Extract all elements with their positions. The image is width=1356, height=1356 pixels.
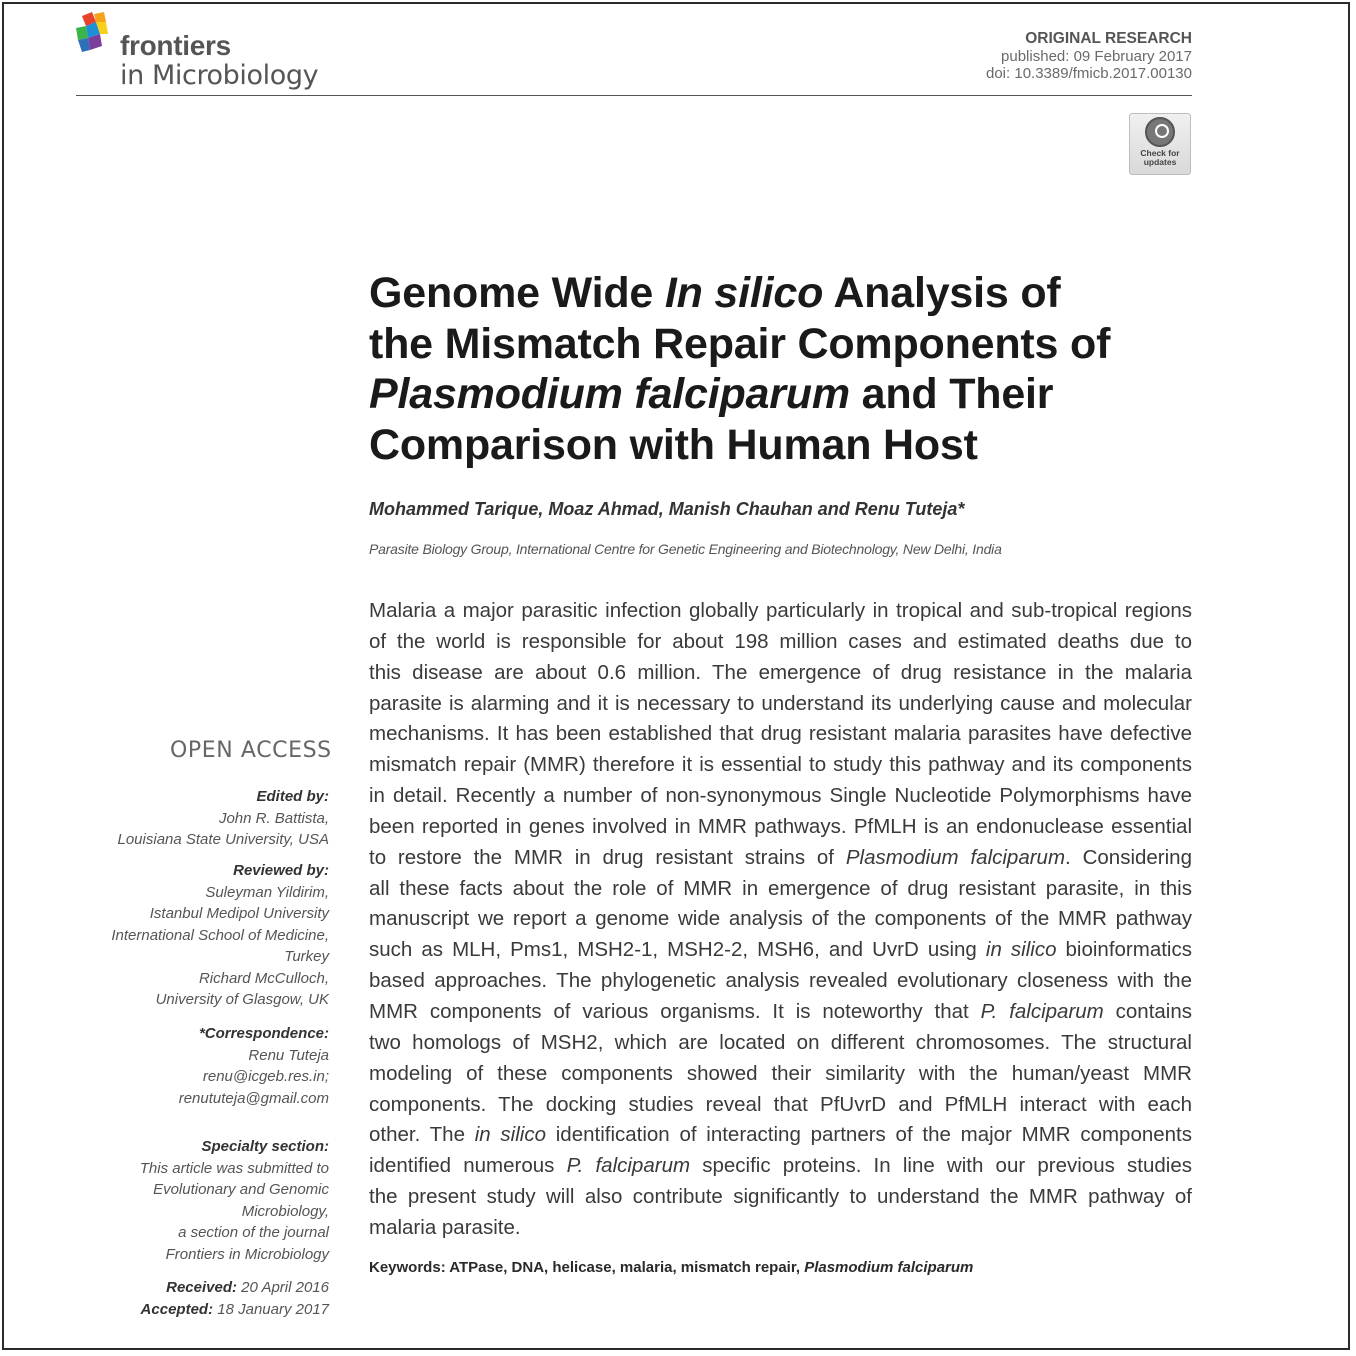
abstract-line: components. The docking studies reveal that PfUvrD and PfMLH interact with each <box>369 1092 1192 1116</box>
abstract-line: this disease are about 0.6 million. The emergence of drug resistance in the malaria <box>369 660 1192 684</box>
reviewer-line: University of Glasgow, UK <box>155 991 329 1008</box>
abstract-line: to restore the MMR in drug resistant strains of Plasmodium falciparum. Considering <box>369 845 1192 869</box>
title-line: Plasmodium falciparum and Their <box>369 370 1054 418</box>
keywords-label: Keywords: <box>369 1259 446 1276</box>
abstract-line: such as MLH, Pms1, MSH2-1, MSH2-2, MSH6, and UvrD using in silico bioinformatics <box>369 938 1192 962</box>
correspondence <box>179 1023 329 1109</box>
abstract-line: two homologs of MSH2, which are located on different chromosomes. The structural <box>369 1030 1192 1054</box>
article-title <box>369 268 1199 470</box>
edited-by <box>118 786 330 851</box>
reviewer-line: Richard McCulloch, <box>198 969 329 987</box>
abstract-line: identified numerous P. falciparum specific proteins. In line with our previous studies <box>369 1154 1192 1178</box>
title-line: the Mismatch Repair Components of <box>369 319 1111 368</box>
keywords-italic: Plasmodium falciparum <box>804 1259 974 1276</box>
abstract-line: MMR components of various organisms. It is noteworthy that P. falciparum contains <box>369 999 1192 1023</box>
reviewer-line: Istanbul Medipol University <box>149 905 329 922</box>
abstract-line: mechanisms. It has been established that drug resistant malaria parasites have defective <box>369 722 1192 746</box>
journal-name-line2: in Microbiology <box>120 60 319 91</box>
badge-line2: updates <box>1143 157 1177 167</box>
open-access-label: OPEN ACCESS <box>170 738 332 763</box>
specialty-label: Specialty section: <box>201 1138 329 1155</box>
abstract-line: been reported in genes involved in MMR pathways. PfMLH is an endonuclease essential <box>369 814 1192 838</box>
header-divider <box>76 95 1192 96</box>
keywords <box>369 1259 973 1276</box>
specialty-line: a section of the journal <box>178 1224 329 1241</box>
abstract-line: based approaches. The phylogenetic analysis revealed evolutionary closeness with the <box>369 969 1192 993</box>
specialty-section <box>140 1136 329 1265</box>
article-type: ORIGINAL RESEARCH <box>1025 30 1192 47</box>
abstract <box>369 596 1192 1244</box>
reviewed-by-label: Reviewed by: <box>233 862 329 879</box>
specialty-line: Evolutionary and Genomic <box>153 1181 329 1198</box>
article-meta <box>986 30 1192 83</box>
abstract-line: malaria parasite. <box>369 1215 521 1239</box>
journal-logo[interactable] <box>76 10 346 90</box>
abstract-line: mismatch repair (MMR) therefore it is essential to study this pathway and its components <box>369 753 1192 777</box>
correspondence-email[interactable]: renututeja@gmail.com <box>178 1089 329 1107</box>
correspondence-label: *Correspondence: <box>198 1025 329 1042</box>
received-date: Received: 20 April 2016 <box>166 1279 329 1296</box>
title-line: Genome Wide In silico Analysis of <box>369 269 1061 317</box>
title-line: Comparison with Human Host <box>369 420 978 469</box>
abstract-line: other. The in silico identification of interacting partners of the major MMR components <box>369 1123 1192 1147</box>
specialty-line: Microbiology, <box>241 1202 329 1220</box>
reviewer-line: International School of Medicine, <box>111 926 329 944</box>
abstract-line: in detail. Recently a number of non-synonymous Single Nucleotide Polymorphisms have <box>369 784 1192 808</box>
reviewer-line: Suleyman Yildirim, <box>205 883 329 901</box>
abstract-line: parasite is alarming and it is necessary to understand its underlying cause and molecular <box>369 691 1192 715</box>
abstract-line: of the world is responsible for about 198 million cases and estimated deaths due to <box>369 629 1192 653</box>
abstract-line: modeling of these components showed their similarity with the human/yeast MMR <box>369 1061 1192 1085</box>
correspondence-email[interactable]: renu@icgeb.res.in; <box>202 1068 329 1085</box>
reviewed-by <box>111 860 329 1011</box>
published-date: published: 09 February 2017 <box>1001 47 1192 65</box>
specialty-line: This article was submitted to <box>139 1159 329 1177</box>
correspondence-name: Renu Tuteja <box>248 1046 329 1064</box>
affiliation: Parasite Biology Group, International Centre for Genetic Engineering and Biotechnology, New Delhi, India <box>369 541 1002 557</box>
specialty-line: Frontiers in Microbiology <box>165 1245 329 1263</box>
keywords-list: ATPase, DNA, helicase, malaria, mismatch repair, <box>445 1259 805 1276</box>
crossmark-icon <box>1145 117 1175 147</box>
editor-line: Louisiana State University, USA <box>117 831 329 848</box>
journal-name-line1: frontiers <box>120 30 231 61</box>
abstract-line: the present study will also contribute significantly to understand the MMR pathway of <box>369 1185 1192 1209</box>
frontiers-logo-icon <box>76 10 118 60</box>
author-list[interactable]: Mohammed Tarique, Moaz Ahmad, Manish Chauhan and Renu Tuteja* <box>369 499 965 519</box>
accepted-date: Accepted: 18 January 2017 <box>140 1300 329 1318</box>
abstract-line: manuscript we report a genome wide analysis of the components of the MMR pathway <box>369 907 1192 931</box>
edited-by-label: Edited by: <box>256 788 329 805</box>
dates <box>141 1277 329 1320</box>
badge-line1: Check for <box>1140 148 1180 158</box>
abstract-line: Malaria a major parasitic infection globally particularly in tropical and sub-tropical regions <box>369 599 1192 622</box>
abstract-line: all these facts about the role of MMR in emergence of drug resistant parasite, in this <box>369 876 1192 900</box>
doi-link[interactable]: doi: 10.3389/fmicb.2017.00130 <box>986 65 1192 82</box>
reviewer-line: Turkey <box>284 948 329 965</box>
check-for-updates-button[interactable] <box>1129 113 1191 175</box>
editor-line: John R. Battista, <box>218 809 329 827</box>
